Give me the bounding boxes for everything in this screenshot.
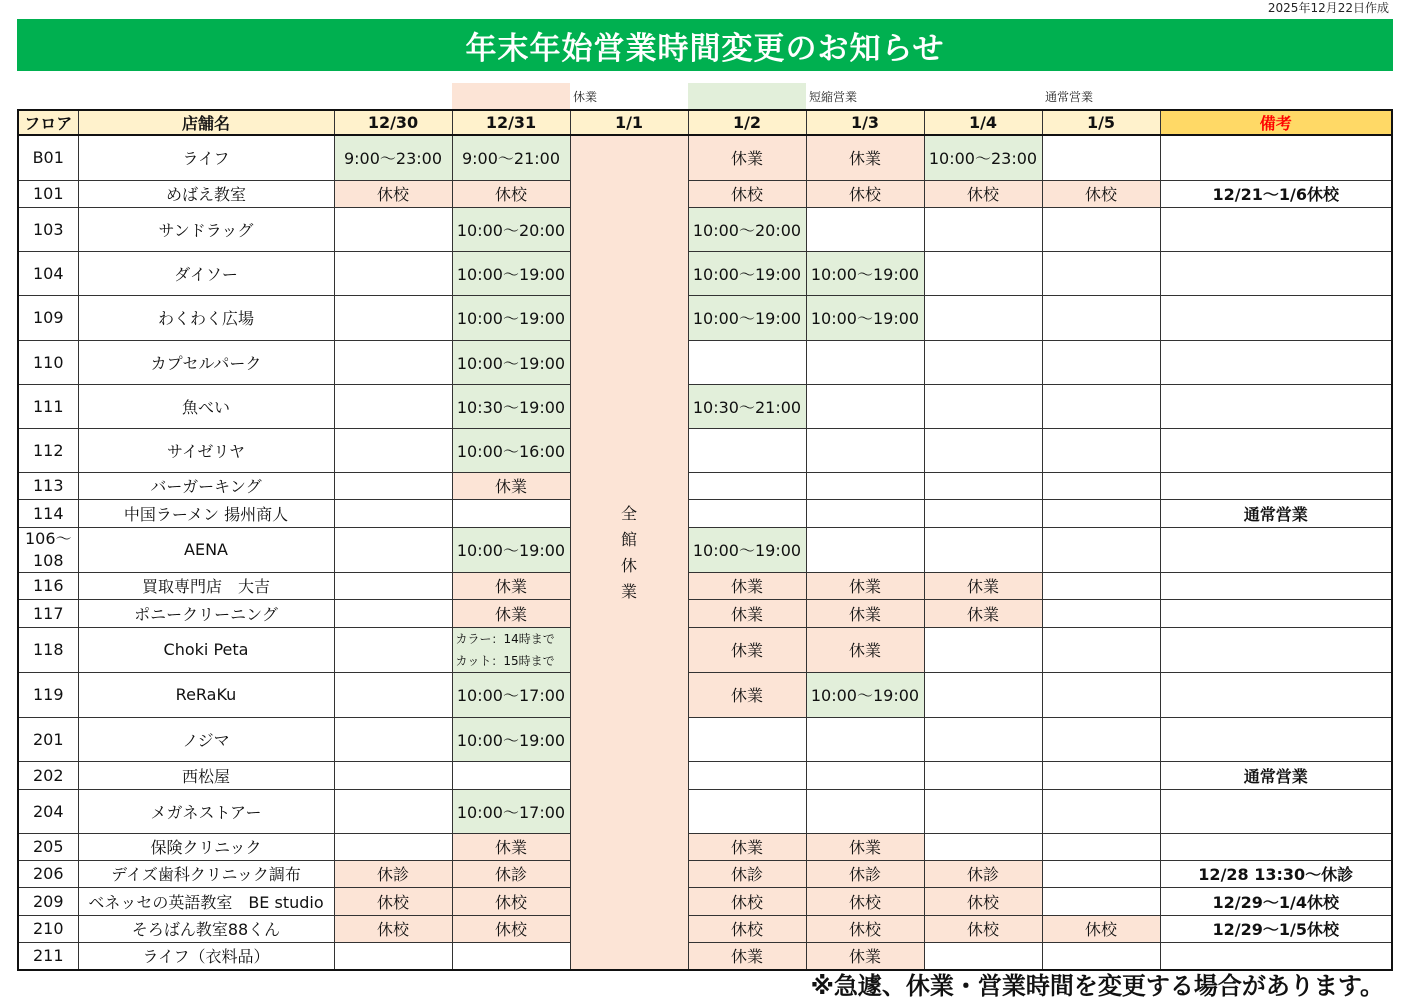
schedule-cell-0105 <box>1042 251 1160 295</box>
floor-cell: 118 <box>18 627 78 672</box>
remarks-cell: 通常営業 <box>1160 761 1392 789</box>
schedule-cell-0105 <box>1042 295 1160 340</box>
table-row <box>18 672 1392 717</box>
floor-cell: B01 <box>18 135 78 180</box>
schedule-cell-1230 <box>334 761 452 789</box>
table-row <box>18 340 1392 384</box>
schedule-cell-0102: 休校 <box>688 887 806 915</box>
table-row <box>18 472 1392 499</box>
schedule-cell-1230 <box>334 789 452 833</box>
schedule-cell-0104: 休業 <box>924 599 1042 627</box>
store-name-cell: ダイソー <box>78 251 334 295</box>
store-name-cell: ReRaKu <box>78 672 334 717</box>
schedule-cell-1230 <box>334 207 452 251</box>
schedule-cell-0102: 休業 <box>688 672 806 717</box>
remarks-cell: 通常営業 <box>1160 499 1392 527</box>
schedule-cell-0103: 休業 <box>806 599 924 627</box>
remarks-cell <box>1160 340 1392 384</box>
schedule-cell-1231: 10:00〜19:00 <box>452 717 570 761</box>
schedule-cell-1230 <box>334 833 452 860</box>
schedule-cell-0105 <box>1042 207 1160 251</box>
table-row <box>18 627 1392 672</box>
table-row <box>18 499 1392 527</box>
header-0102: 1/2 <box>688 110 806 135</box>
schedule-cell-0104 <box>924 472 1042 499</box>
store-name-cell: デイズ歯科クリニック調布 <box>78 860 334 887</box>
schedule-cell-1230 <box>334 572 452 599</box>
schedule-cell-1231 <box>452 499 570 527</box>
schedule-cell-0103: 休業 <box>806 627 924 672</box>
store-name-cell: 中国ラーメン 揚州商人 <box>78 499 334 527</box>
schedule-cell-0104: 休業 <box>924 572 1042 599</box>
remarks-cell: 12/28 13:30〜休診 <box>1160 860 1392 887</box>
schedule-cell-0103 <box>806 340 924 384</box>
table-row <box>18 527 1392 572</box>
table-row <box>18 887 1392 915</box>
schedule-cell-0105 <box>1042 499 1160 527</box>
remarks-cell <box>1160 135 1392 180</box>
store-name-cell: めばえ教室 <box>78 180 334 207</box>
store-name-cell: メガネストアー <box>78 789 334 833</box>
schedule-cell-0105 <box>1042 789 1160 833</box>
schedule-cell-1230: 休校 <box>334 915 452 942</box>
schedule-cell-0102: 10:30〜21:00 <box>688 384 806 428</box>
schedule-cell-0102 <box>688 472 806 499</box>
remarks-cell <box>1160 428 1392 472</box>
header-remarks: 備考 <box>1160 110 1392 135</box>
table-row <box>18 789 1392 833</box>
floor-cell: 119 <box>18 672 78 717</box>
schedule-cell-1230 <box>334 627 452 672</box>
schedule-cell-0102 <box>688 499 806 527</box>
schedule-cell-0105 <box>1042 340 1160 384</box>
schedule-cell-0105 <box>1042 472 1160 499</box>
floor-cell: 103 <box>18 207 78 251</box>
schedule-cell-0103: 休業 <box>806 833 924 860</box>
all-closed-label <box>621 505 637 601</box>
all-closed-cell <box>570 135 688 970</box>
schedule-cell-0102: 休業 <box>688 135 806 180</box>
floor-cell: 114 <box>18 499 78 527</box>
schedule-cell-0103: 休業 <box>806 135 924 180</box>
schedule-cell-0105 <box>1042 527 1160 572</box>
remarks-cell: 12/21〜1/6休校 <box>1160 180 1392 207</box>
schedule-cell-0103: 10:00〜19:00 <box>806 295 924 340</box>
schedule-cell-1231: 10:00〜20:00 <box>452 207 570 251</box>
store-name-cell: 西松屋 <box>78 761 334 789</box>
floor-cell: 204 <box>18 789 78 833</box>
schedule-cell-0104: 休校 <box>924 915 1042 942</box>
remarks-cell <box>1160 384 1392 428</box>
floor-line: 106〜 <box>24 528 72 548</box>
schedule-cell-0102: 休業 <box>688 627 806 672</box>
header-0104: 1/4 <box>924 110 1042 135</box>
store-name-cell: ベネッセの英語教室 BE studio <box>78 887 334 915</box>
store-name-cell: ライフ <box>78 135 334 180</box>
schedule-cell-0105 <box>1042 384 1160 428</box>
header-1230: 12/30 <box>334 110 452 135</box>
schedule-cell-1231: 休校 <box>452 180 570 207</box>
schedule-cell-0102: 休業 <box>688 833 806 860</box>
floor-cell: 205 <box>18 833 78 860</box>
floor-cell: 116 <box>18 572 78 599</box>
schedule-cell-0103 <box>806 789 924 833</box>
header-row <box>18 110 1392 135</box>
floor-cell: 206 <box>18 860 78 887</box>
all-closed-char: 業 <box>620 582 637 601</box>
remarks-cell: 12/29〜1/5休校 <box>1160 915 1392 942</box>
floor-cell <box>18 527 78 572</box>
schedule-cell-1231: 10:00〜17:00 <box>452 789 570 833</box>
schedule-cell-0103: 休診 <box>806 860 924 887</box>
store-name-cell: サイゼリヤ <box>78 428 334 472</box>
schedule-cell-0103 <box>806 717 924 761</box>
schedule-cell-0102: 休校 <box>688 180 806 207</box>
schedule-cell-1231 <box>452 627 570 672</box>
store-name-cell: ノジマ <box>78 717 334 761</box>
legend-label-closed: 休業 <box>573 90 598 104</box>
store-name-cell: AENA <box>78 527 334 572</box>
schedule-cell-0102 <box>688 761 806 789</box>
floor-cell: 210 <box>18 915 78 942</box>
schedule-cell-1230 <box>334 717 452 761</box>
all-closed-char: 休 <box>620 556 637 575</box>
schedule-cell-0104: 休診 <box>924 860 1042 887</box>
remarks-cell <box>1160 833 1392 860</box>
remarks-cell <box>1160 207 1392 251</box>
table-row <box>18 251 1392 295</box>
schedule-cell-0103 <box>806 499 924 527</box>
schedule-cell-1231: 休業 <box>452 472 570 499</box>
remarks-cell <box>1160 599 1392 627</box>
schedule-table <box>17 109 1393 971</box>
schedule-body <box>18 135 1392 970</box>
schedule-cell-0104: 休校 <box>924 180 1042 207</box>
store-name-cell: ライフ（衣料品） <box>78 942 334 970</box>
schedule-cell-1231: 休校 <box>452 887 570 915</box>
floor-line: 108 <box>32 550 64 570</box>
remarks-cell <box>1160 295 1392 340</box>
store-name-cell: 買取専門店 大吉 <box>78 572 334 599</box>
remarks-cell <box>1160 789 1392 833</box>
schedule-cell-1231: 休業 <box>452 599 570 627</box>
schedule-cell-1230 <box>334 672 452 717</box>
schedule-cell-0103 <box>806 527 924 572</box>
remarks-cell <box>1160 472 1392 499</box>
schedule-cell-1231: 10:00〜19:00 <box>452 340 570 384</box>
floor-cell: 202 <box>18 761 78 789</box>
schedule-cell-0105 <box>1042 428 1160 472</box>
schedule-cell-0103: 休業 <box>806 942 924 970</box>
schedule-cell-0103: 10:00〜19:00 <box>806 251 924 295</box>
schedule-cell-0102 <box>688 428 806 472</box>
store-name-cell: 魚べい <box>78 384 334 428</box>
schedule-cell-0103: 10:00〜19:00 <box>806 672 924 717</box>
legend-label-shortened: 短縮営業 <box>809 90 858 104</box>
schedule-cell-0104 <box>924 627 1042 672</box>
table-row <box>18 599 1392 627</box>
schedule-cell-0105 <box>1042 887 1160 915</box>
schedule-cell-1231: 10:00〜19:00 <box>452 295 570 340</box>
remarks-cell: 12/29〜1/4休校 <box>1160 887 1392 915</box>
schedule-cell-0104 <box>924 761 1042 789</box>
schedule-cell-1230: 休校 <box>334 887 452 915</box>
store-name-cell: ポニークリーニング <box>78 599 334 627</box>
schedule-cell-1231: 10:00〜19:00 <box>452 251 570 295</box>
schedule-cell-1230 <box>334 251 452 295</box>
schedule-cell-1230 <box>334 472 452 499</box>
table-row <box>18 717 1392 761</box>
schedule-cell-1230: 休校 <box>334 180 452 207</box>
schedule-cell-0104 <box>924 499 1042 527</box>
schedule-cell-0102: 10:00〜20:00 <box>688 207 806 251</box>
schedule-cell-0103 <box>806 384 924 428</box>
store-name-cell: カプセルパーク <box>78 340 334 384</box>
schedule-cell-1230 <box>334 942 452 970</box>
schedule-cell-1230 <box>334 384 452 428</box>
footnote: ※急遽、休業・営業時間を変更する場合があります。 <box>810 972 1384 1000</box>
schedule-cell-1231 <box>452 942 570 970</box>
schedule-cell-1231: 9:00〜21:00 <box>452 135 570 180</box>
schedule-cell-0105: 休校 <box>1042 915 1160 942</box>
floor-cell: 111 <box>18 384 78 428</box>
legend-swatch-closed <box>452 83 570 109</box>
schedule-cell-0105 <box>1042 599 1160 627</box>
page-title: 年末年始営業時間変更のお知らせ <box>17 19 1393 71</box>
header-0105: 1/5 <box>1042 110 1160 135</box>
floor-cell: 201 <box>18 717 78 761</box>
table-row <box>18 833 1392 860</box>
schedule-cell-0103 <box>806 428 924 472</box>
schedule-cell-1231: 休校 <box>452 915 570 942</box>
schedule-cell-0104 <box>924 251 1042 295</box>
schedule-cell-0104 <box>924 833 1042 860</box>
floor-cell: 117 <box>18 599 78 627</box>
schedule-cell-0104: 休校 <box>924 887 1042 915</box>
header-0101: 1/1 <box>570 110 688 135</box>
store-name-cell: Choki Peta <box>78 627 334 672</box>
schedule-cell-0105 <box>1042 627 1160 672</box>
schedule-cell-0102: 休業 <box>688 572 806 599</box>
floor-cell: 104 <box>18 251 78 295</box>
schedule-cell-0102: 10:00〜19:00 <box>688 527 806 572</box>
schedule-cell-0102: 10:00〜19:00 <box>688 295 806 340</box>
schedule-cell-1230 <box>334 340 452 384</box>
table-row <box>18 384 1392 428</box>
remarks-cell <box>1160 527 1392 572</box>
schedule-cell-0104 <box>924 295 1042 340</box>
table-row <box>18 761 1392 789</box>
schedule-cell-0102 <box>688 340 806 384</box>
header-1231: 12/31 <box>452 110 570 135</box>
schedule-cell-1230 <box>334 599 452 627</box>
schedule-cell-0105 <box>1042 672 1160 717</box>
schedule-cell-0102: 10:00〜19:00 <box>688 251 806 295</box>
schedule-cell-1231: 休診 <box>452 860 570 887</box>
schedule-cell-1231: 10:00〜17:00 <box>452 672 570 717</box>
all-closed-char: 全 <box>620 504 637 523</box>
schedule-cell-1230: 休診 <box>334 860 452 887</box>
schedule-cell-0104 <box>924 340 1042 384</box>
schedule-cell-1231: 休業 <box>452 833 570 860</box>
remarks-cell <box>1160 251 1392 295</box>
table-row <box>18 135 1392 180</box>
table-row <box>18 180 1392 207</box>
store-name-cell: そろばん教室88くん <box>78 915 334 942</box>
floor-cell: 113 <box>18 472 78 499</box>
schedule-cell-1231 <box>452 761 570 789</box>
schedule-cell-0103: 休校 <box>806 887 924 915</box>
store-name-cell: バーガーキング <box>78 472 334 499</box>
schedule-cell-0105 <box>1042 761 1160 789</box>
schedule-cell-0104 <box>924 717 1042 761</box>
schedule-cell-1231: 休業 <box>452 572 570 599</box>
schedule-cell-0104 <box>924 207 1042 251</box>
schedule-cell-0105 <box>1042 833 1160 860</box>
schedule-cell-0105 <box>1042 135 1160 180</box>
remarks-cell <box>1160 717 1392 761</box>
schedule-cell-1231: 10:00〜16:00 <box>452 428 570 472</box>
schedule-cell-0102 <box>688 717 806 761</box>
header-floor: フロア <box>18 110 78 135</box>
schedule-cell-0103: 休校 <box>806 180 924 207</box>
floor-cell: 110 <box>18 340 78 384</box>
schedule-cell-0104: 10:00〜23:00 <box>924 135 1042 180</box>
schedule-cell-0104 <box>924 527 1042 572</box>
floor-cell: 211 <box>18 942 78 970</box>
schedule-cell-0104 <box>924 428 1042 472</box>
store-name-cell: わくわく広場 <box>78 295 334 340</box>
header-0103: 1/3 <box>806 110 924 135</box>
schedule-cell-0104 <box>924 789 1042 833</box>
schedule-cell-1230 <box>334 499 452 527</box>
all-closed-char: 館 <box>620 530 637 549</box>
schedule-cell-0105 <box>1042 572 1160 599</box>
schedule-cell-0102: 休業 <box>688 599 806 627</box>
table-row <box>18 860 1392 887</box>
legend-label-normal: 通常営業 <box>1045 90 1094 104</box>
schedule-cell-0102: 休校 <box>688 915 806 942</box>
table-row <box>18 295 1392 340</box>
created-date: 2025年12月22日作成 <box>1267 1 1389 15</box>
floor-cell: 109 <box>18 295 78 340</box>
remarks-cell <box>1160 627 1392 672</box>
schedule-cell-1230 <box>334 527 452 572</box>
schedule-cell-0103 <box>806 761 924 789</box>
table-row <box>18 915 1392 942</box>
remarks-cell <box>1160 572 1392 599</box>
schedule-cell-1230 <box>334 428 452 472</box>
table-row <box>18 428 1392 472</box>
schedule-note-line: カット：15時まで <box>455 653 555 668</box>
schedule-cell-0105 <box>1042 860 1160 887</box>
floor-cell: 112 <box>18 428 78 472</box>
schedule-cell-0104 <box>924 384 1042 428</box>
schedule-cell-1231: 10:00〜19:00 <box>452 527 570 572</box>
schedule-cell-1231: 10:30〜19:00 <box>452 384 570 428</box>
schedule-cell-1230 <box>334 295 452 340</box>
schedule-cell-0103: 休業 <box>806 572 924 599</box>
remarks-cell <box>1160 672 1392 717</box>
schedule-cell-1230: 9:00〜23:00 <box>334 135 452 180</box>
schedule-cell-0105 <box>1042 717 1160 761</box>
schedule-cell-0104 <box>924 672 1042 717</box>
header-store: 店舗名 <box>78 110 334 135</box>
schedule-cell-0103 <box>806 207 924 251</box>
table-row <box>18 572 1392 599</box>
schedule-cell-0103 <box>806 472 924 499</box>
schedule-cell-0102 <box>688 789 806 833</box>
schedule-cell-0103: 休校 <box>806 915 924 942</box>
table-row <box>18 207 1392 251</box>
schedule-cell-0105: 休校 <box>1042 180 1160 207</box>
schedule-cell-0102: 休業 <box>688 942 806 970</box>
floor-cell: 101 <box>18 180 78 207</box>
store-name-cell: サンドラッグ <box>78 207 334 251</box>
schedule-note-line: カラー：14時まで <box>455 631 555 646</box>
floor-cell: 209 <box>18 887 78 915</box>
legend-swatch-shortened <box>688 83 806 109</box>
schedule-cell-0102: 休診 <box>688 860 806 887</box>
store-name-cell: 保険クリニック <box>78 833 334 860</box>
